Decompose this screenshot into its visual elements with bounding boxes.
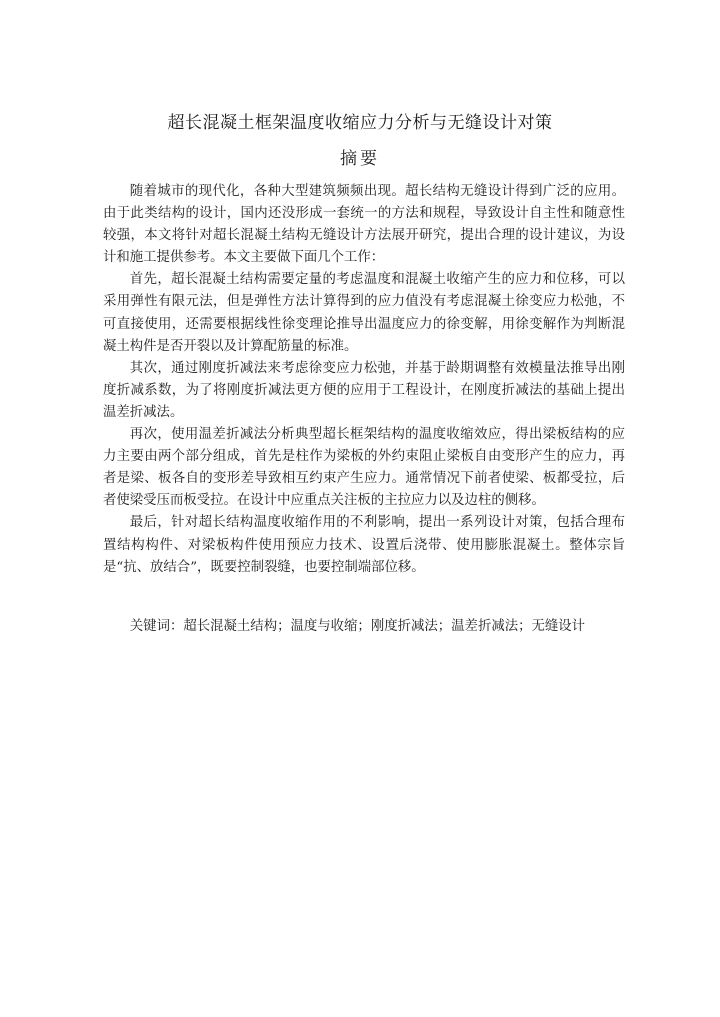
abstract-paragraph-first: 首先，超长混凝土结构需要定量的考虑温度和混凝土收缩产生的应力和位移，可以采用弹性有限元法，但是弹性方法计算得到的应力值没有考虑混凝土徐变应力松弛，不可直接使用，还需要根据线性徐变理论推导出温度应力的徐变解，用徐变解作为判断混凝土构件是否开裂以及计算配筋量的标准。 bbox=[103, 272, 625, 354]
abstract-paragraph-second: 其次，通过刚度折减法来考虑徐变应力松弛，并基于龄期调整有效模量法推导出刚度折减系数，为了将刚度折减法更方便的应用于工程设计，在刚度折减法的基础上提出温差折减法。 bbox=[103, 360, 625, 420]
keywords-line: 关键词：超长混凝土结构；温度与收缩；刚度折减法；温差折减法；无缝设计 bbox=[129, 619, 586, 634]
document-title: 超长混凝土框架温度收缩应力分析与无缝设计对策 bbox=[167, 113, 553, 133]
keywords-block bbox=[103, 616, 625, 638]
abstract-heading: 摘要 bbox=[340, 149, 380, 169]
abstract-paragraph-third: 再次，使用温差折减法分析典型超长框架结构的温度收缩效应，得出梁板结构的应力主要由两个部分组成，首先是柱作为梁板的外约束阻止梁板自由变形产生的应力，再者是梁、板各自的变形差导致相互约束产生应力。通常情况下前者使梁、板都受拉，后者使梁受压而板受拉。在设计中应重点关注板的主拉应力以及边柱的侧移。 bbox=[103, 427, 625, 509]
abstract-body bbox=[103, 181, 625, 579]
abstract-paragraph-last: 最后，针对超长结构温度收缩作用的不利影响，提出一系列设计对策，包括合理布置结构构件、对梁板构件使用预应力技术、设置后浇带、使用膨胀混凝土。整体宗旨是“抗、放结合”，既要控制裂缝，也要控制端部位移。 bbox=[103, 515, 625, 575]
abstract-paragraph-intro: 随着城市的现代化，各种大型建筑频频出现。超长结构无缝设计得到广泛的应用。由于此类结构的设计，国内还没形成一套统一的方法和规程，导致设计自主性和随意性较强，本文将针对超长混凝土结构无缝设计方法展开研究，提出合理的设计建议，为设计和施工提供参考。本文主要做下面几个工作： bbox=[103, 184, 625, 266]
